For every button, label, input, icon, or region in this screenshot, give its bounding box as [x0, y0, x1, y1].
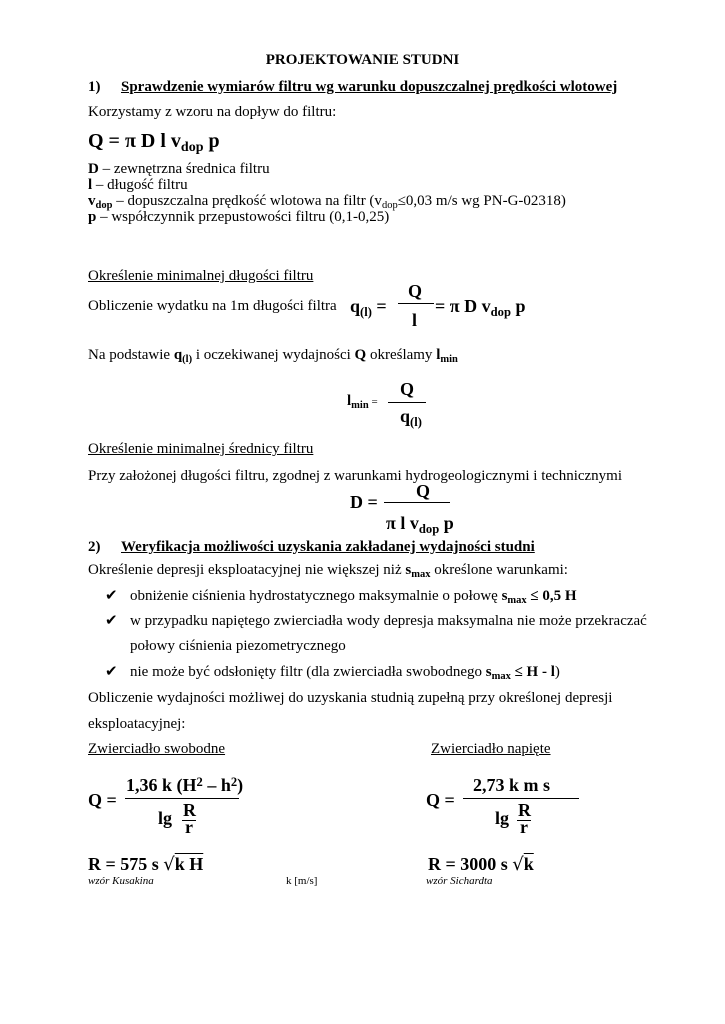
kusakin-label: wzór Kusakina — [88, 875, 154, 887]
definition-vdop: $v_{dop}$ – dopuszczalna prędkość wlotowa na filtr ($v_{dop}\le 0,03$ m/s wg PN-G-02318) — [88, 193, 566, 212]
lmin-denominator: $q_{(l)}$ — [400, 406, 422, 429]
min-diameter-desc: Przy założonej długości filtru, zgodnej z warunkami hydrogeologicznymi i technicznymi — [88, 468, 623, 484]
d-numerator: Q — [416, 481, 431, 501]
d-formula-lhs: D = — [350, 492, 378, 512]
section-1-intro: Korzystamy z wzoru na dopływ do filtru: — [88, 104, 337, 120]
definition-l: l – długość filtru — [88, 177, 188, 193]
calc-text-line2: eksploatacyjnej: — [88, 716, 186, 732]
free-q-fraction-line — [125, 798, 239, 799]
checkmark-icon: ✔ — [105, 662, 118, 680]
checkmark-icon: ✔ — [105, 586, 118, 604]
min-diameter-heading: Określenie minimalnej średnicy filtru — [88, 441, 314, 457]
lmin-fraction-line — [388, 402, 426, 403]
definition-d: D – zewnętrzna średnica filtru — [88, 161, 270, 177]
free-surface-heading: Zwierciadło swobodne — [88, 741, 226, 757]
confined-q-numerator: 2,73 k m s — [473, 775, 551, 795]
k-unit-label: k [m/s] — [286, 875, 318, 887]
section-2-heading: Weryfikacja możliwości uzyskania zakładanej wydajności studni — [121, 539, 535, 555]
min-length-desc: Obliczenie wydatku na 1m długości filtra — [88, 298, 337, 314]
page-title: PROJEKTOWANIE STUDNI — [265, 52, 460, 68]
confined-q-fraction-line — [463, 798, 579, 799]
q-per-length-label: $q_{(l)}$ = — [350, 296, 387, 319]
condition-3: nie może być odsłonięty filtr (dla zwierciadła swobodnego $s_{max} \le H - l$) — [130, 664, 560, 683]
q-fraction-denominator: l — [412, 310, 418, 330]
free-lg: lg — [158, 808, 173, 828]
kusakin-formula: R = 575 s √k H — [88, 854, 204, 875]
d-denominator: π l $v_{dop}$ p — [386, 513, 454, 536]
main-formula: Q = π D l $v_{dop}$ p — [88, 130, 220, 156]
confined-r: r — [520, 817, 528, 837]
section-1-number: 1) — [88, 79, 101, 95]
free-q-numerator: 1,36 k $(H^2 - h^2)$ — [126, 774, 244, 795]
condition-2-line1: w przypadku napiętego zwierciadła wody depresja maksymalna nie może przekraczać — [130, 613, 647, 629]
confined-lg: lg — [495, 808, 510, 828]
free-R: R — [183, 800, 196, 820]
lmin-basis-text: Na podstawie $q_{(l)}$ i oczekiwanej wydajności Q określamy $l_{min}$ — [88, 347, 458, 366]
section-2-intro: Określenie depresji eksploatacyjnej nie większej niż $s_{max}$ określone warunkami: — [88, 562, 568, 581]
min-length-heading: Określenie minimalnej długości filtru — [88, 268, 314, 284]
sichardt-label: wzór Sichardta — [426, 875, 493, 887]
section-2-number: 2) — [88, 539, 101, 555]
checkmark-icon: ✔ — [105, 611, 118, 629]
q-fraction-numerator: Q — [408, 281, 423, 301]
free-r: r — [185, 817, 193, 837]
confined-heading: Zwierciadło napięte — [431, 741, 551, 757]
section-1-heading: Sprawdzenie wymiarów filtru wg warunku dopuszczalnej prędkości wlotowej — [121, 79, 618, 95]
d-fraction-line — [384, 502, 450, 503]
lmin-label: $l_{min}$ = — [347, 393, 378, 412]
free-q-lhs: Q = — [88, 790, 117, 810]
confined-R: R — [518, 800, 531, 820]
lmin-numerator: Q — [400, 379, 415, 399]
q-per-length-rhs: = π D $v_{dop}$ p — [435, 296, 526, 319]
calc-text-line1: Obliczenie wydajności możliwej do uzyskania studnią zupełną przy określonej depresji — [88, 690, 613, 706]
sichardt-formula: R = 3000 s √k — [428, 854, 534, 875]
condition-2-line2: połowy ciśnienia piezometrycznego — [130, 638, 346, 654]
condition-1: obniżenie ciśnienia hydrostatycznego maksymalnie o połowę $s_{max} \le 0,5$ H — [130, 588, 577, 607]
q-fraction-line — [398, 303, 434, 304]
confined-q-lhs: Q = — [426, 790, 455, 810]
definition-p: p – współczynnik przepustowości filtru (0,1-0,25) — [88, 209, 390, 225]
